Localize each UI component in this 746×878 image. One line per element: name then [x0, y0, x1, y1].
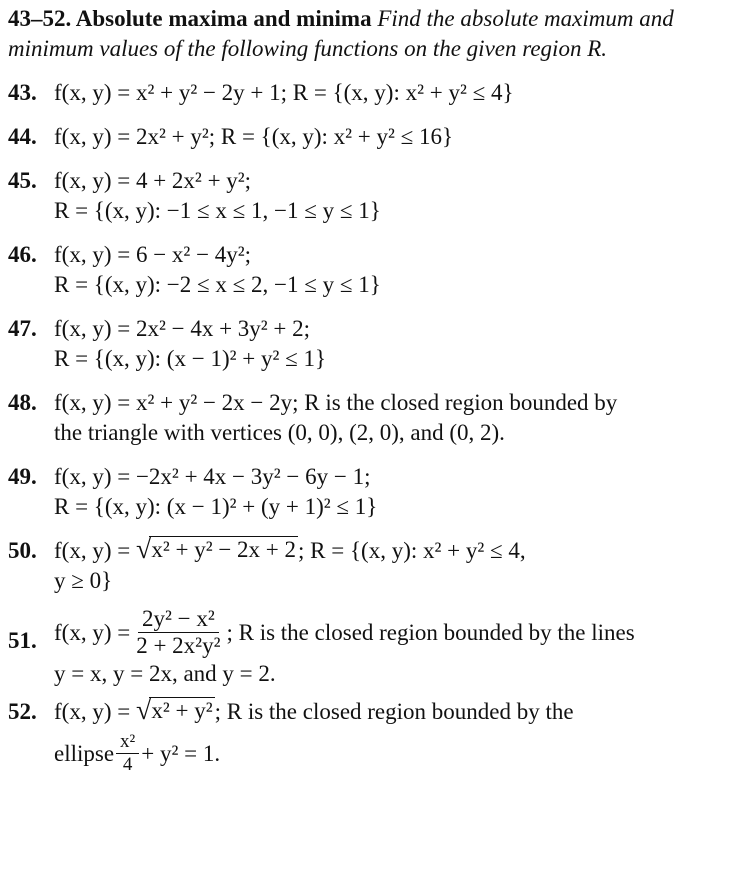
problem-function: f(x, y) = 2x² − 4x + 3y² + 2;: [54, 316, 311, 341]
problem-region: the triangle with vertices (0, 0), (2, 0), and (0, 2).: [54, 420, 505, 445]
square-root: [136, 536, 298, 564]
problem-number: 52.: [8, 699, 37, 724]
problem-number: 47.: [8, 316, 37, 341]
section-header: [8, 4, 738, 64]
radical-sign-icon: √: [135, 534, 152, 565]
radical-sign-icon: √: [135, 695, 152, 726]
problem-number: 50.: [8, 538, 37, 563]
problem-region: R = {(x, y): −2 ≤ x ≤ 2, −1 ≤ y ≤ 1}: [54, 272, 381, 297]
problem-48: [8, 388, 738, 448]
problem-49: [8, 462, 738, 522]
problem-function: f(x, y) = −2x² + 4x − 3y² − 6y − 1;: [54, 464, 371, 489]
fraction-numerator: x²: [116, 731, 139, 754]
problem-50: [8, 536, 738, 596]
section-instruction: Find the absolute maximum and minimum values of the following functions on the given region R.: [8, 6, 674, 61]
square-root: [136, 697, 215, 725]
problem-number: 44.: [8, 124, 37, 149]
function-lhs: f(x, y) =: [54, 538, 136, 563]
problem-number: 43.: [8, 80, 37, 105]
region-description: ; R is the closed region bounded by the lines: [226, 619, 635, 645]
function-lhs: f(x, y) =: [54, 699, 136, 724]
radicand: x² + y²: [151, 698, 213, 723]
problem-statement: f(x, y) = 2x² + y²; R = {(x, y): x² + y² ≤ 16}: [54, 124, 454, 149]
problem-46: [8, 240, 738, 300]
problem-number: 45.: [8, 168, 37, 193]
radicand: x² + y² − 2x + 2: [151, 537, 297, 562]
problem-51: [8, 606, 738, 689]
region-definition: ; R = {(x, y): x² + y² ≤ 4,: [298, 538, 526, 563]
region-description: ; R is the closed region bounded by the: [214, 699, 574, 724]
problem-function: f(x, y) = 6 − x² − 4y²;: [54, 242, 252, 267]
fraction-numerator: 2y² − x²: [138, 606, 219, 633]
fraction-denominator: 2 + 2x²y²: [136, 633, 221, 658]
problem-number: 48.: [8, 390, 37, 415]
problem-number: 46.: [8, 242, 37, 267]
ellipse-equation: + y² = 1.: [141, 740, 221, 766]
fraction-denominator: 4: [122, 754, 133, 775]
problem-function: f(x, y) = x² + y² − 2x − 2y; R is the closed region bounded by: [54, 390, 618, 415]
problem-region: R = {(x, y): (x − 1)² + (y + 1)² ≤ 1}: [54, 494, 378, 519]
ellipse-label: ellipse: [54, 740, 115, 766]
fraction: [116, 731, 139, 776]
problem-45: [8, 166, 738, 226]
fraction: [132, 606, 224, 659]
function-lhs: f(x, y) =: [54, 619, 131, 645]
problem-number: 49.: [8, 464, 37, 489]
problem-number: 51.: [8, 628, 37, 653]
problem-function: f(x, y) = 4 + 2x² + y²;: [54, 168, 252, 193]
problem-44: [8, 122, 738, 152]
problem-47: [8, 314, 738, 374]
problem-region: R = {(x, y): (x − 1)² + y² ≤ 1}: [54, 346, 327, 371]
problem-52: [8, 697, 738, 776]
problem-statement: f(x, y) = x² + y² − 2y + 1; R = {(x, y): x² + y² ≤ 4}: [54, 80, 514, 105]
problem-region: R = {(x, y): −1 ≤ x ≤ 1, −1 ≤ y ≤ 1}: [54, 198, 381, 223]
region-continuation: y = x, y = 2x, and y = 2.: [54, 661, 276, 686]
section-title: 43–52. Absolute maxima and minima: [8, 6, 372, 31]
problem-43: [8, 78, 738, 108]
region-continuation: y ≥ 0}: [54, 568, 113, 593]
